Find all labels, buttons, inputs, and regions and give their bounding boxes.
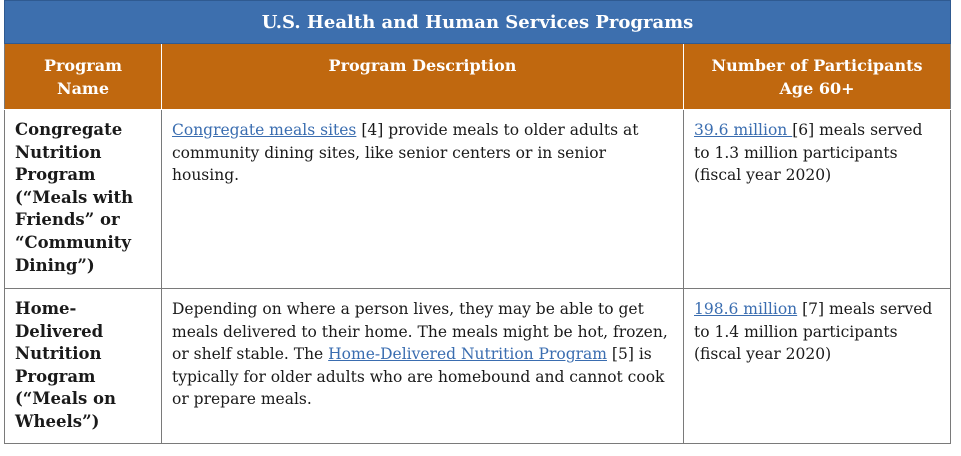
header-participants	[684, 44, 951, 110]
home-delivered-nutrition-program-link[interactable]: Home-Delivered Nutrition Program	[328, 345, 607, 364]
program-name-line: Program	[15, 366, 96, 386]
program-description-cell	[162, 289, 684, 444]
program-name-line: (“Meals with	[15, 187, 134, 207]
description-text: Depending on where a person lives, they may be able to get meals delivered to their home. The meals might be hot, frozen, or shelf stable. The	[172, 300, 668, 364]
header-participants-line2: Age 60+	[779, 79, 855, 98]
table-title: U.S. Health and Human Services Programs	[5, 1, 951, 44]
header-participants-line1: Number of Participants	[711, 56, 923, 75]
participants-cell	[684, 289, 951, 444]
participants-text: meals served to 1.4 million participants (fiscal year 2020)	[694, 300, 933, 364]
program-name-line: Program	[15, 165, 96, 185]
program-name-line: Wheels”)	[15, 411, 100, 431]
program-name-line: Dining”)	[15, 255, 95, 275]
programs-table	[4, 0, 951, 444]
program-description-cell	[162, 110, 684, 289]
program-name-line: Friends” or	[15, 210, 120, 230]
participants-cell	[684, 110, 951, 289]
reference-marker: [7]	[797, 300, 825, 318]
header-program-description: Program Description	[162, 44, 684, 110]
program-name-cell	[5, 110, 162, 289]
program-name-line: Home-	[15, 299, 77, 318]
reference-marker: [5]	[607, 345, 634, 364]
reference-marker: [6]	[792, 121, 815, 139]
program-name-line: Congregate	[15, 120, 123, 139]
program-name-cell	[5, 289, 162, 444]
congregate-meals-sites-link[interactable]: Congregate meals sites	[172, 121, 357, 139]
program-name-line: Delivered	[15, 321, 104, 341]
reference-marker: [4]	[356, 121, 384, 139]
meals-count-link[interactable]: 39.6 million	[694, 121, 793, 139]
program-name-line: Nutrition	[15, 142, 102, 162]
program-name-line: (“Meals on	[15, 389, 117, 409]
program-name-line: “Community	[15, 232, 132, 252]
header-program-name	[5, 44, 162, 110]
description-text: is typically for older adults who are homebound and cannot cook or prepare meals.	[172, 345, 665, 409]
programs-table-container	[4, 0, 950, 444]
header-program-name-line1: Program	[43, 56, 123, 75]
program-name-line: Nutrition	[15, 344, 102, 364]
header-program-name-line2: Name	[56, 79, 110, 98]
participants-text: meals served to 1.3 million participants (fiscal year 2020)	[694, 121, 923, 185]
table-row	[5, 289, 951, 444]
table-title-row	[5, 1, 951, 44]
meals-count-link[interactable]: 198.6 million	[694, 300, 798, 318]
table-row	[5, 110, 951, 289]
table-header-row	[5, 44, 951, 110]
description-text: provide meals to older adults at community dining sites, like senior centers or in senior housing.	[172, 121, 639, 185]
